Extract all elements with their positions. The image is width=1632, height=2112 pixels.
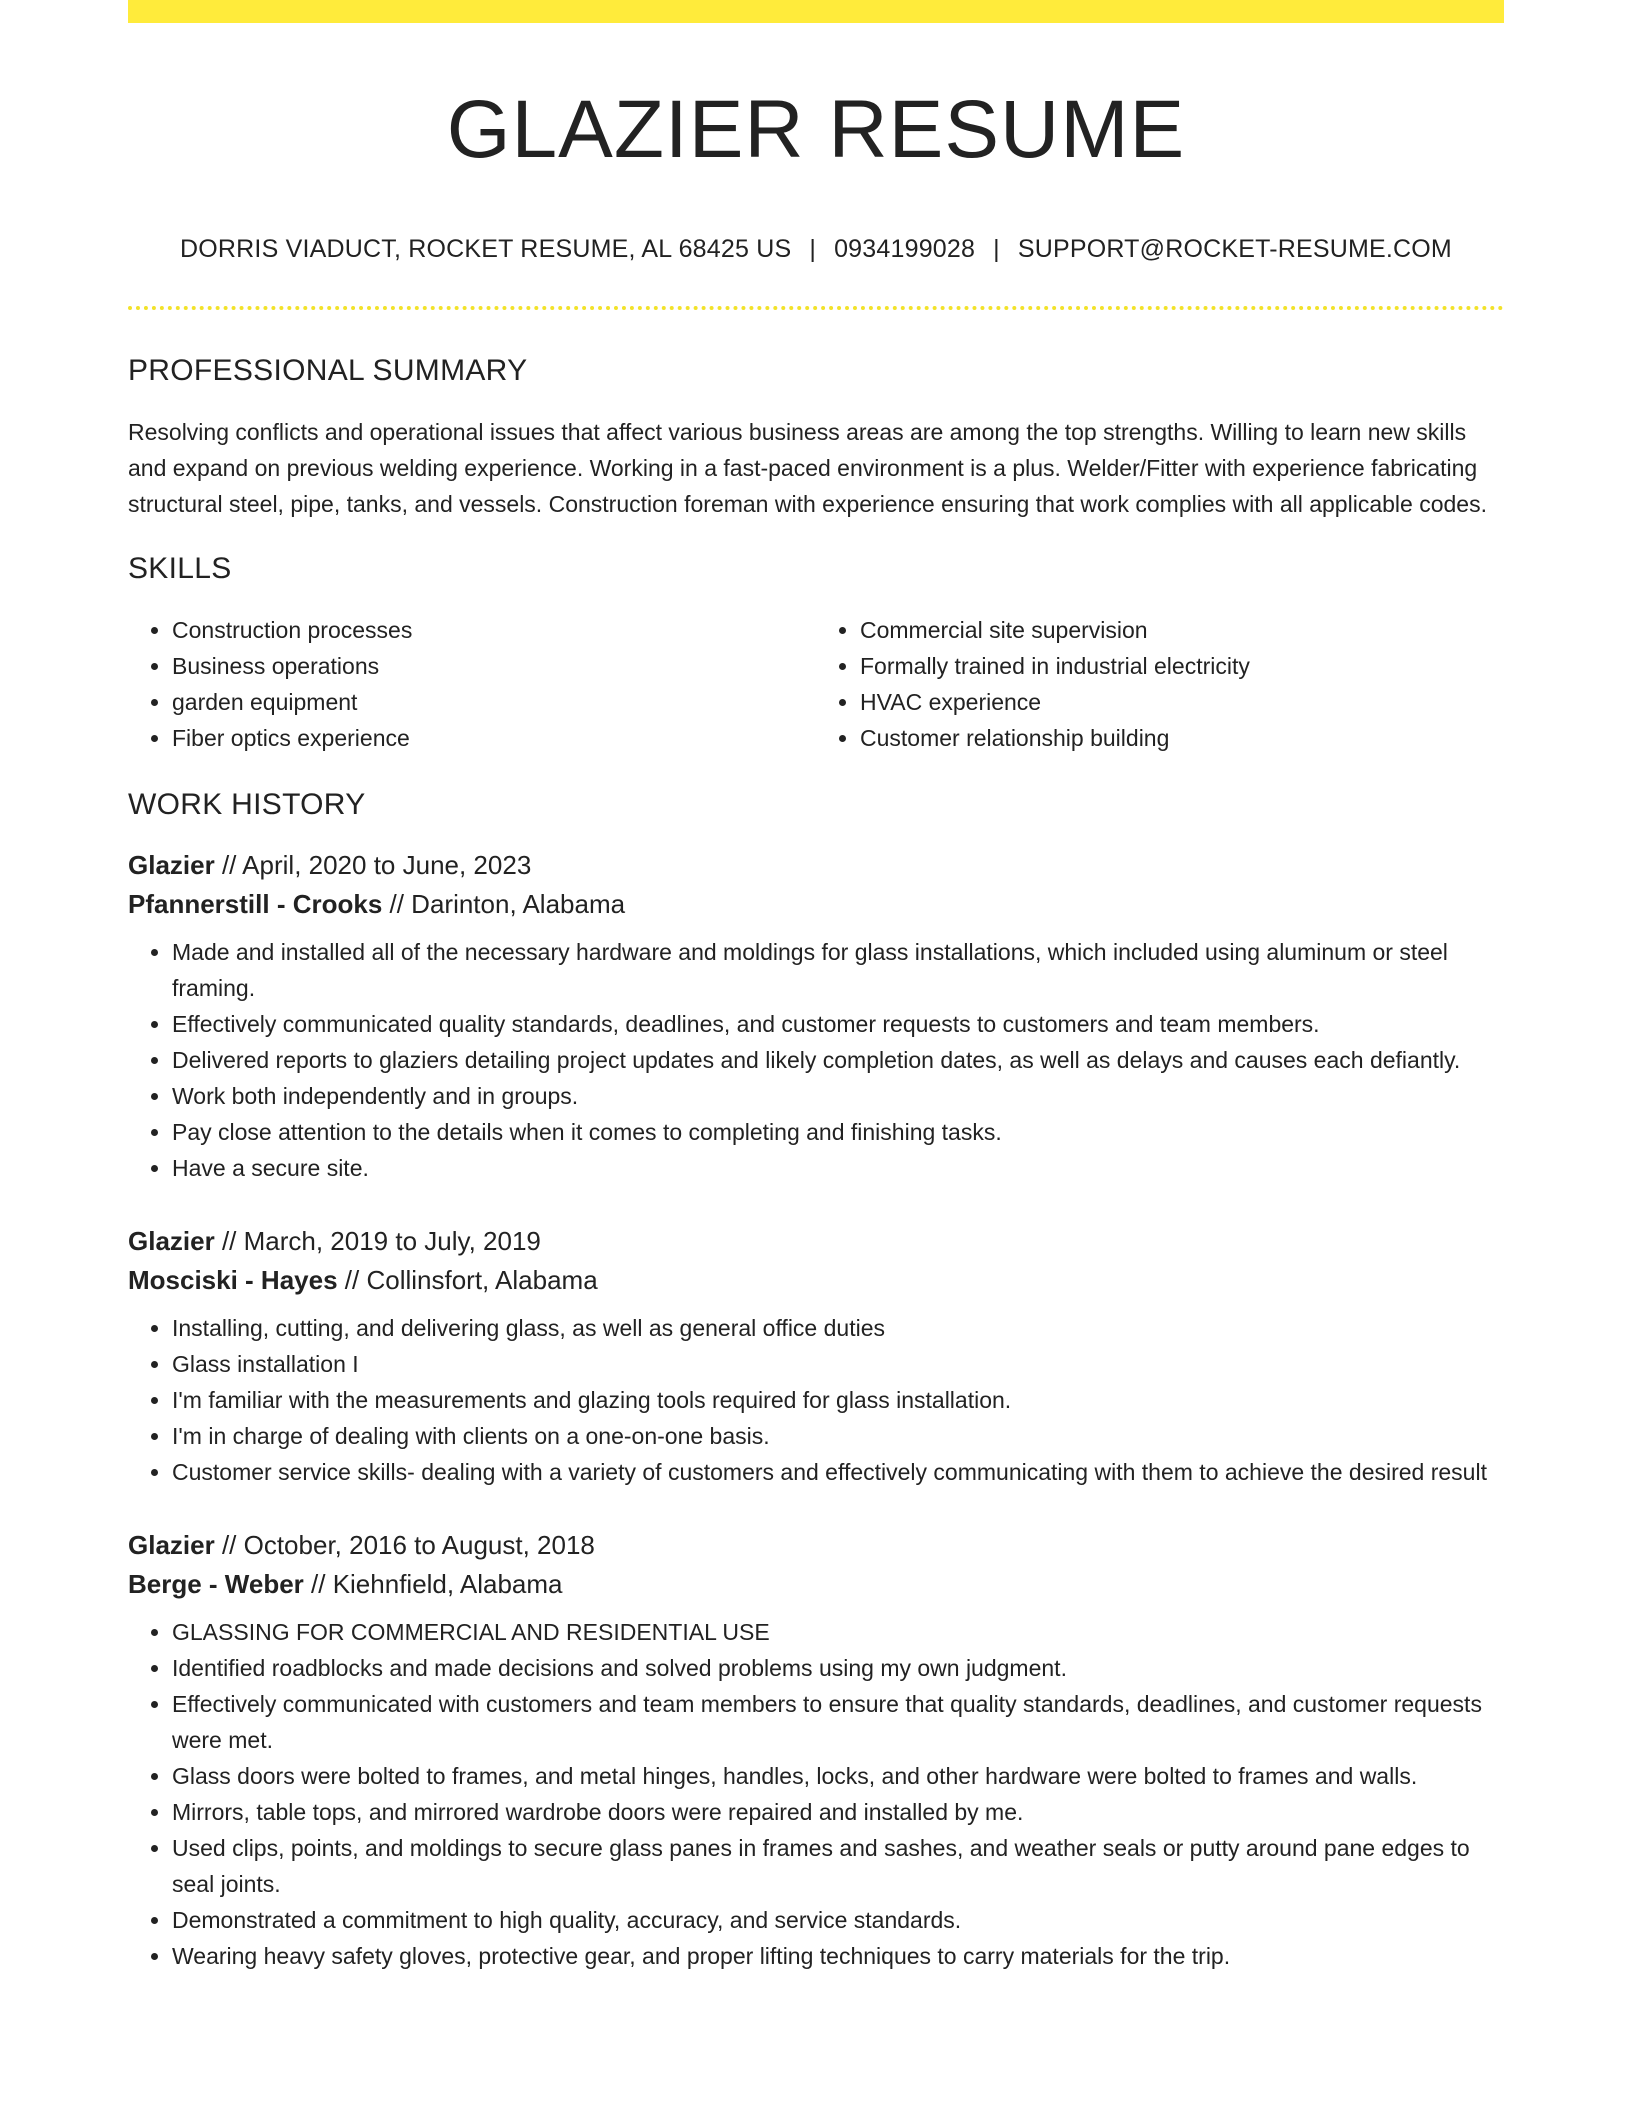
- job-bullet: • Pay close attention to the details when it comes to completing and finishing tasks.: [172, 1114, 1504, 1150]
- job-bullet: • Glass doors were bolted to frames, and metal hinges, handles, locks, and other hardware were bolted to frames and walls.: [172, 1758, 1504, 1794]
- job-location: // Darinton, Alabama: [382, 889, 626, 920]
- skill-item: • HVAC experience: [860, 684, 1504, 720]
- job-title-line: [128, 846, 1504, 885]
- job-title-line: [128, 1526, 1504, 1565]
- job-bullet: • Demonstrated a commitment to high quality, accuracy, and service standards.: [172, 1902, 1504, 1938]
- job-bullet: • Installing, cutting, and delivering glass, as well as general office duties: [172, 1310, 1504, 1346]
- skill-item: • Formally trained in industrial electricity: [860, 648, 1504, 684]
- contact-line: [128, 235, 1504, 264]
- resume-title: GLAZIER RESUME: [446, 84, 1186, 175]
- job-bullet: • GLASSING FOR COMMERCIAL AND RESIDENTIAL USE: [172, 1614, 1504, 1650]
- job-company-line: [128, 1261, 1504, 1300]
- job-title: Glazier: [128, 1226, 215, 1257]
- job-bullet: • Used clips, points, and moldings to secure glass panes in frames and sashes, and weather seals or putty around pane edges to seal joints.: [172, 1830, 1504, 1902]
- job-company-line: [128, 1565, 1504, 1604]
- job-bullet: • I'm familiar with the measurements and glazing tools required for glass installation.: [172, 1382, 1504, 1418]
- job-bullets: [128, 934, 1504, 1186]
- job-bullet: • Have a secure site.: [172, 1150, 1504, 1186]
- skills-column-right: [816, 612, 1504, 756]
- skill-item: • Construction processes: [172, 612, 816, 648]
- contact-separator: |: [993, 235, 1000, 264]
- job-bullet: • Mirrors, table tops, and mirrored wardrobe doors were repaired and installed by me.: [172, 1794, 1504, 1830]
- job-bullet: • I'm in charge of dealing with clients on a one-on-one basis.: [172, 1418, 1504, 1454]
- summary-heading: PROFESSIONAL SUMMARY: [128, 354, 528, 388]
- contact-phone: 0934199028: [834, 235, 976, 264]
- resume-page: [128, 0, 1504, 1974]
- job-bullet: • Identified roadblocks and made decisions and solved problems using my own judgment.: [172, 1650, 1504, 1686]
- work-history-heading: WORK HISTORY: [128, 788, 366, 822]
- job-bullet: • Customer service skills- dealing with a variety of customers and effectively communicating with them to achieve the desired result: [172, 1454, 1504, 1490]
- job-bullet: • Effectively communicated with customers and team members to ensure that quality standards, deadlines, and customer requests were met.: [172, 1686, 1504, 1758]
- contact-address: DORRIS VIADUCT, ROCKET RESUME, AL 68425 US: [180, 235, 792, 264]
- skills-column-left: [128, 612, 816, 756]
- job-dates: // April, 2020 to June, 2023: [214, 850, 532, 881]
- skills-heading: SKILLS: [128, 552, 232, 586]
- skill-item: • Commercial site supervision: [860, 612, 1504, 648]
- job-company: Mosciski - Hayes: [128, 1265, 338, 1296]
- skill-item: • garden equipment: [172, 684, 816, 720]
- job-entry: [128, 1526, 1504, 1974]
- job-bullet: • Delivered reports to glaziers detailing project updates and likely completion dates, as well as delays and causes each defiantly.: [172, 1042, 1504, 1078]
- job-location: // Kiehnfield, Alabama: [303, 1569, 563, 1600]
- skill-item: • Business operations: [172, 648, 816, 684]
- job-company-line: [128, 885, 1504, 924]
- job-company: Pfannerstill - Crooks: [128, 889, 383, 920]
- job-title: Glazier: [128, 850, 215, 881]
- job-entry: [128, 846, 1504, 1186]
- dotted-divider: [128, 306, 1504, 310]
- job-location: // Collinsfort, Alabama: [337, 1265, 598, 1296]
- job-bullets: [128, 1614, 1504, 1974]
- job-dates: // October, 2016 to August, 2018: [214, 1530, 595, 1561]
- contact-email: SUPPORT@ROCKET-RESUME.COM: [1017, 235, 1452, 264]
- job-bullet: • Work both independently and in groups.: [172, 1078, 1504, 1114]
- job-company: Berge - Weber: [128, 1569, 304, 1600]
- skill-item: • Customer relationship building: [860, 720, 1504, 756]
- job-bullet: • Glass installation I: [172, 1346, 1504, 1382]
- job-bullets: [128, 1310, 1504, 1490]
- job-bullet: • Made and installed all of the necessary hardware and moldings for glass installations, which included using aluminum or steel framing.: [172, 934, 1504, 1006]
- top-accent-bar: [128, 0, 1504, 23]
- job-bullet: • Effectively communicated quality standards, deadlines, and customer requests to customers and team members.: [172, 1006, 1504, 1042]
- job-title: Glazier: [128, 1530, 215, 1561]
- summary-text: Resolving conflicts and operational issues that affect various business areas are among the top strengths. Willing to learn new skills and expand on previous welding experience. Working in a fast-paced environment is a plus. Welder/Fitter with experience fabricating structural steel, pipe, tanks, and vessels. Construction foreman with experience ensuring that work complies with all applicable codes.: [128, 419, 1487, 518]
- job-title-line: [128, 1222, 1504, 1261]
- job-dates: // March, 2019 to July, 2019: [214, 1226, 541, 1257]
- job-bullet: • Wearing heavy safety gloves, protective gear, and proper lifting techniques to carry materials for the trip.: [172, 1938, 1504, 1974]
- job-entry: [128, 1222, 1504, 1490]
- contact-separator: |: [809, 235, 817, 264]
- skill-item: • Fiber optics experience: [172, 720, 816, 756]
- skills-list: [128, 612, 1504, 756]
